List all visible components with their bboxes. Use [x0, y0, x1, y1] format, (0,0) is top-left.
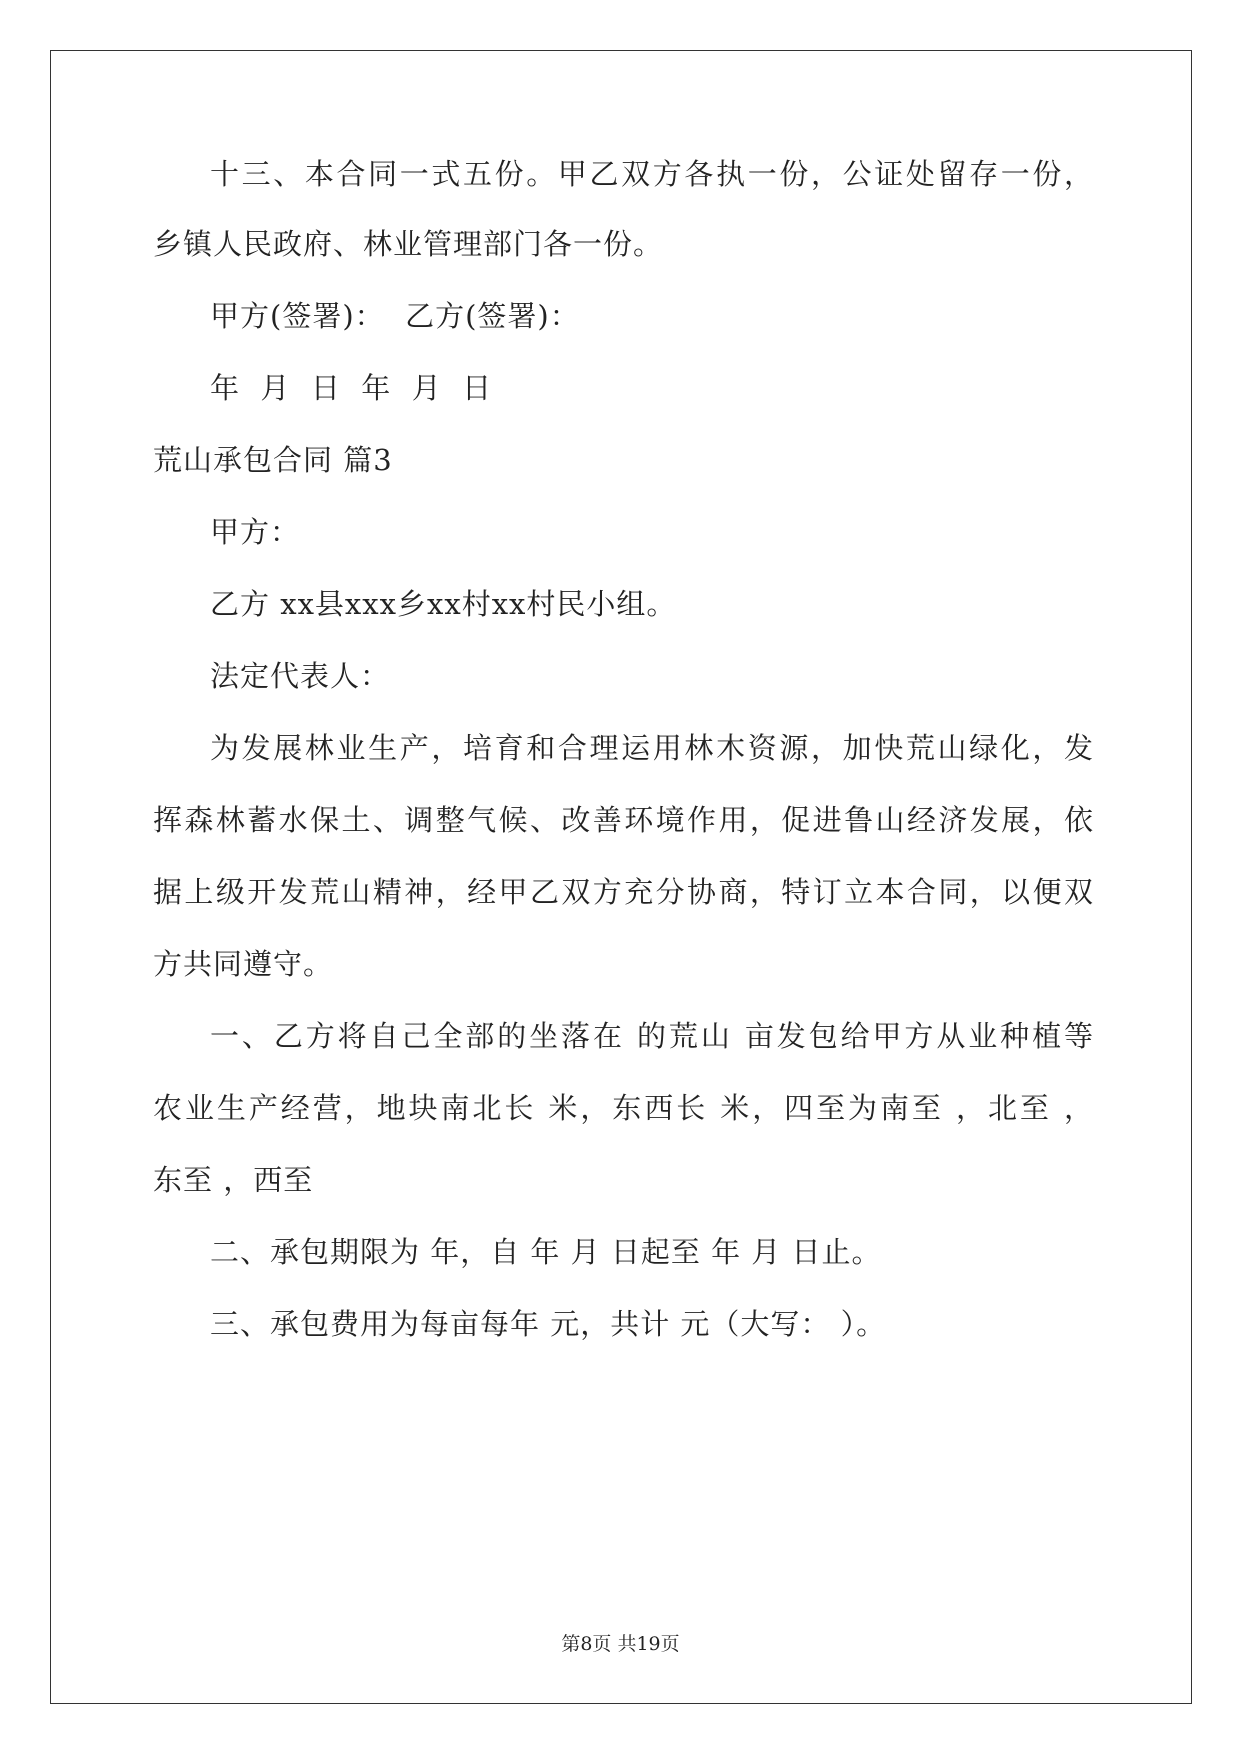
paragraph-line: 一、乙方将自己全部的坐落在 的荒山 亩发包给甲方从业种植等: [210, 1019, 1093, 1053]
section-heading: 荒山承包合同 篇3: [153, 443, 393, 477]
clause-fee: 三、承包费用为每亩每年 元，共计 元（大写： ）。: [210, 1307, 887, 1341]
paragraph-line: 十三、本合同一式五份。甲乙双方各执一份，公证处留存一份，: [210, 157, 1093, 191]
legal-representative-line: 法定代表人：: [210, 659, 391, 693]
paragraph-line: 农业生产经营，地块南北长 米，东西长 米，四至为南至 ，北至 ，: [153, 1091, 1093, 1125]
clause-term: 二、承包期限为 年，自 年 月 日起至 年 月 日止。: [210, 1235, 882, 1269]
paragraph-line: 东至 ，西至: [153, 1163, 314, 1197]
paragraph-line: 据上级开发荒山精神，经甲乙双方充分协商，特订立本合同，以便双: [153, 875, 1093, 909]
party-b-line: 乙方 xx县xxx乡xx村xx村民小组。: [210, 587, 677, 621]
paragraph-line: 乡镇人民政府、林业管理部门各一份。: [153, 227, 664, 261]
date-line: 年 月 日 年 月 日: [210, 371, 493, 405]
signature-line: 甲方(签署)： 乙方(签署)：: [210, 299, 580, 333]
paragraph-line: 为发展林业生产，培育和合理运用林木资源，加快荒山绿化，发: [210, 731, 1093, 765]
paragraph-line: 方共同遵守。: [153, 947, 334, 981]
paragraph-line: 挥森林蓄水保土、调整气候、改善环境作用，促进鲁山经济发展，依: [153, 803, 1093, 837]
party-a-line: 甲方：: [210, 515, 301, 549]
page-number: 第8页 共19页: [561, 1633, 680, 1655]
